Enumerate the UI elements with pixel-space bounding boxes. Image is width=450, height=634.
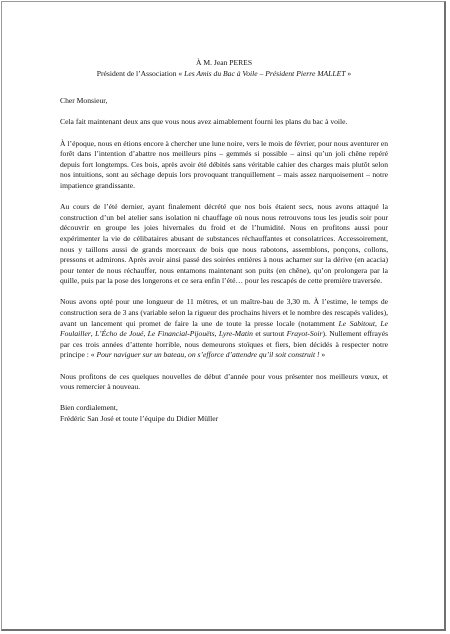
recipient-title — [60, 69, 388, 80]
separator: , — [143, 329, 148, 339]
press-title: Le Sabitout — [338, 318, 375, 328]
letter-body — [60, 58, 388, 425]
press-title: L’Écho de Joué — [95, 329, 144, 339]
paragraph-4-text-a: Nous avons opté pour une longueur de 11 mètres, et un maître-bau de 3,30 m. À l’estime, le temps de construction sera de 3 ans (variable selon la rigueur des prochains hivers et le nombre des rescapés valides), avant un lancement qui promet de faire la une de toute la presse locale (notamment — [60, 297, 388, 328]
paragraph-4 — [60, 297, 388, 361]
separator: , — [374, 318, 381, 328]
salutation: Cher Monsieur, — [60, 96, 108, 106]
separator: , — [90, 329, 96, 339]
signature: Frédéric San José et toute l’équipe du Didier Müller — [60, 414, 219, 423]
paragraph-2: À l’époque, nous en étions encore à chercher une lune noire, vers le mois de février, pour nous aventurer en forêt dans l’intention d’abattre nos meilleurs pins – gemmés si possible – ainsi qu’un joli chêne repéré depuis fort longtemps. Ces bois, après avoir été débités sans véritable cahier des charges mais plutôt selon nos intuitions, sont au séchage depuis lors provoquant tranquillement – mais assez narquoisement – notre impatience grandissante. — [60, 138, 388, 190]
document-page — [1, 1, 446, 631]
signature-block — [60, 403, 388, 424]
closing: Bien cordialement, — [60, 403, 118, 413]
press-title: Lyre-Matin — [218, 329, 253, 339]
paragraph-3: Au cours de l’été dernier, ayant finalement décrété que nos bois étaient secs, nous avons attaqué la construction d’un bel atelier sans isolation ni chauffage où nous nous retrouvons tous les jeudis soir pour découvrir en groupe les joies hivernales du froid et de l’humidité. Nous en profitons aussi pour expérimenter la vie de célibataires abusant de substances réchauffantes et consolatrices. Accessoirement, nous y taillons aussi de grands morceaux de bois que nous rabotons, assemblons, ponçons, collons, pressons et admirons. Après avoir ainsi passé des soirées entières à nous acharner sur la dérive (en acacia) pour tenter de nous réchauffer, nous entamons maintenant son puits (en chêne), qu’on prolongera par la quille, puis par la pose des longerons et ce sera enfin l’été… pour les rescapés de cette première traversée. — [60, 202, 388, 286]
press-title: Le Financial-Pijouëts — [147, 329, 215, 339]
recipient-title-suffix: » — [345, 68, 352, 78]
motto: Pour naviguer sur un bateau, on s’efforce d’attendre qu’il soit construit ! — [96, 350, 320, 360]
paragraph-1: Cela fait maintenant deux ans que vous nous avez aimablement fourni les plans du bac à voile. — [60, 117, 348, 127]
paragraph-4-text-b: ). Nullement effrayés par ces trois années d’attente horrible, nous demeurons stoïques et fiers, bien décidés à respecter notre principe : « — [60, 329, 389, 360]
association-name: Les Amis du Bac à Voile – Président Pierre MALLET — [184, 68, 346, 78]
paragraph-4-text-c: » — [319, 350, 326, 360]
paragraph-5: Nous profitons de ces quelques nouvelles de début d’année pour vous présenter nos meilleurs vœux, et vous remercier à nouveau. — [60, 371, 388, 392]
press-title: Frayot-Soir — [286, 329, 323, 339]
recipient-title-prefix: Président de l’Association « — [96, 68, 185, 78]
separator: , — [214, 329, 219, 339]
press-title: Le Foulailler — [60, 318, 388, 339]
separator: et surtout — [252, 329, 287, 339]
recipient-line: À M. Jean PERES — [195, 58, 253, 67]
